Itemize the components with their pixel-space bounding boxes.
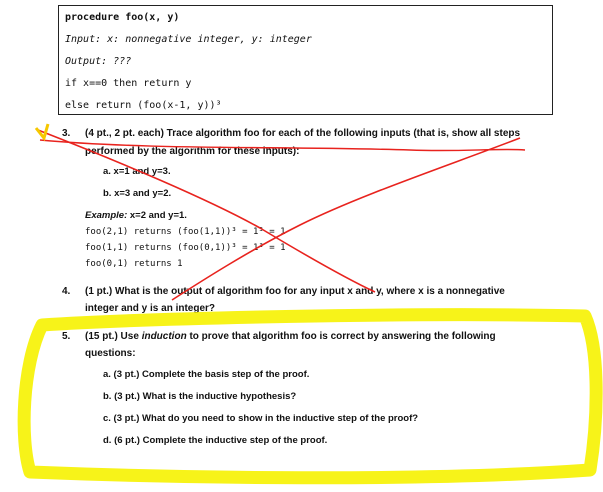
q3-item-a: a. x=1 and y=3. bbox=[103, 166, 171, 177]
q3-example bbox=[85, 210, 187, 221]
check-mark bbox=[36, 124, 48, 138]
trace-line-2: foo(1,1) returns (foo(0,1))³ = 1³ = 1 bbox=[85, 243, 286, 253]
q5-number: 5. bbox=[62, 331, 71, 342]
code-else-line: else return (foo(x-1, y))³ bbox=[65, 100, 222, 111]
example-text: x=2 and y=1. bbox=[127, 210, 187, 221]
strike-line-2 bbox=[172, 138, 520, 300]
q5-text-line2: questions: bbox=[85, 348, 136, 359]
code-if-line: if x==0 then return y bbox=[65, 78, 192, 89]
example-label: Example: bbox=[85, 210, 128, 221]
q4-text-line2: integer and y is an integer? bbox=[85, 303, 216, 314]
induction-word: induction bbox=[141, 331, 187, 342]
q3-number: 3. bbox=[62, 128, 71, 139]
q5-item-c: c. (3 pt.) What do you need to show in the inductive step of the proof? bbox=[103, 413, 419, 424]
q5-item-b: b. (3 pt.) What is the inductive hypothesis? bbox=[103, 391, 297, 402]
code-output-line: Output: ??? bbox=[65, 56, 132, 67]
q4-text-line1: (1 pt.) What is the output of algorithm foo for any input x and y, where x is a nonnegative bbox=[85, 286, 505, 297]
trace-line-3: foo(0,1) returns 1 bbox=[85, 259, 183, 269]
q5-text-line1: (15 pt.) Use induction to prove that algorithm foo is correct by answering the following bbox=[85, 331, 496, 342]
pseudocode-box bbox=[58, 5, 553, 115]
q5-item-d: d. (6 pt.) Complete the inductive step of the proof. bbox=[103, 435, 328, 446]
q4-number: 4. bbox=[62, 286, 71, 297]
code-procedure-line: procedure foo(x, y) bbox=[65, 12, 180, 23]
trace-line-1: foo(2,1) returns (foo(1,1))³ = 1³ = 1 bbox=[85, 227, 286, 237]
code-input-line: Input: x: nonnegative integer, y: integer bbox=[65, 34, 312, 45]
q3-text-line2: performed by the algorithm for these inputs): bbox=[85, 146, 300, 157]
q5-item-a: a. (3 pt.) Complete the basis step of the proof. bbox=[103, 369, 310, 380]
q3-text-line1: (4 pt., 2 pt. each) Trace algorithm foo for each of the following inputs (that is, show all steps bbox=[85, 128, 521, 139]
q3-item-b: b. x=3 and y=2. bbox=[103, 188, 172, 199]
